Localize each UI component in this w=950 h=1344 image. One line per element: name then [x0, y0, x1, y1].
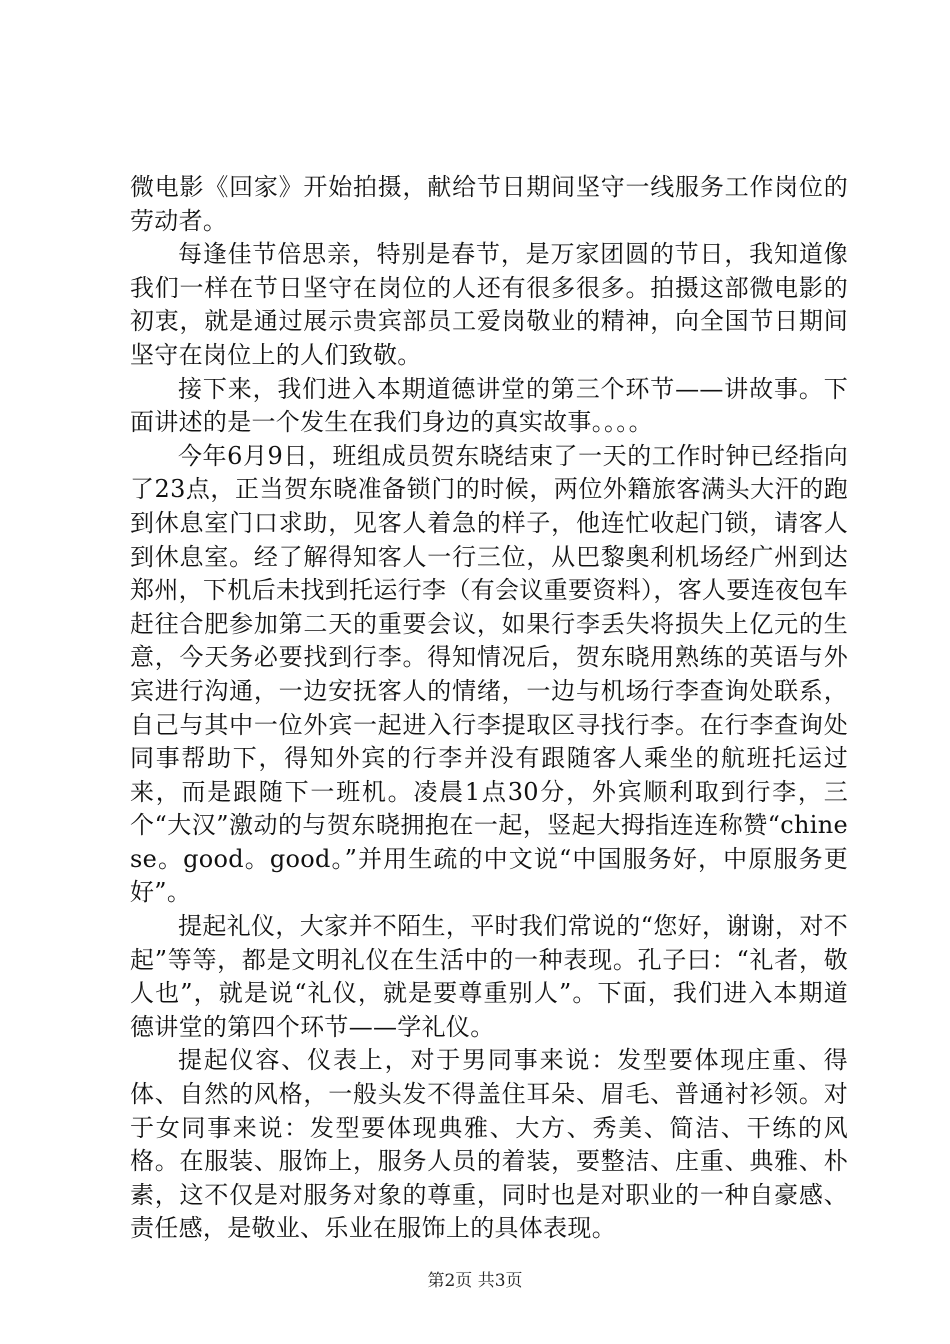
paragraph-appearance: 提起仪容、仪表上，对于男同事来说：发型要体现庄重、得体、自然的风格，一般头发不得盖住耳朵、眉毛、普通衬衫领。对于女同事来说：发型要体现典雅、大方、秀美、简洁、干练的风格。在服装、服饰上，服务人员的着装，要整洁、庄重、典雅、朴素，这不仅是对服务对象的尊重，同时也是对职业的一种自豪感、责任感，是敬业、乐业在服饰上的具体表现。 — [130, 1046, 848, 1243]
paragraph-story: 今年6月9日，班组成员贺东晓结束了一天的工作时钟已经指向了23点，正当贺东晓准备锁门的时候，两位外籍旅客满头大汗的跑到休息室门口求助，见客人着急的样子，他连忙收起门锁，请客人到休息室。经了解得知客人一行三位，从巴黎奥利机场经广州到达郑州，下机后未找到托运行李（有会议重要资料），客人要连夜包车赶往合肥参加第二天的重要会议，如果行李丢失将损失上亿元的生意，今天务必要找到行李。得知情况后，贺东晓用熟练的英语与外宾进行沟通，一边安抚客人的情绪，一边与机场行李查询处联系，自己与其中一位外宾一起进入行李提取区寻找行李。在行李查询处同事帮助下，得知外宾的行李并没有跟随客人乘坐的航班托运过来，而是跟随下一班机。凌晨1点30分，外宾顺利取到行李，三个“大汉”激动的与贺东晓拥抱在一起，竖起大拇指连连称赞“chinese。good。good。”并用生疏的中文说“中国服务好，中原服务更好”。 — [130, 441, 848, 907]
page-footer: 第2页 共3页 — [427, 1271, 523, 1291]
paragraph-etiquette-intro: 提起礼仪，大家并不陌生，平时我们常说的“您好，谢谢，对不起”等等，都是文明礼仪在生活中的一种表现。孔子曰：“礼者，敬人也”，就是说“礼仪，就是要尊重别人”。下面，我们进入本期道德讲堂的第四个环节——学礼仪。 — [130, 912, 848, 1041]
paragraph-continuation: 微电影《回家》开始拍摄，献给节日期间坚守一线服务工作岗位的劳动者。 — [130, 173, 848, 235]
document-body — [130, 171, 848, 1246]
paragraph-spring-festival: 每逢佳节倍思亲，特别是春节，是万家团圆的节日，我知道像我们一样在节日坚守在岗位的人还有很多很多。拍摄这部微电影的初衷，就是通过展示贵宾部员工爱岗敬业的精神，向全国节日期间坚守在岗位上的人们致敬。 — [130, 240, 848, 369]
paragraph-storytelling-intro: 接下来，我们进入本期道德讲堂的第三个环节——讲故事。下面讲述的是一个发生在我们身边的真实故事。。。。 — [130, 374, 848, 437]
